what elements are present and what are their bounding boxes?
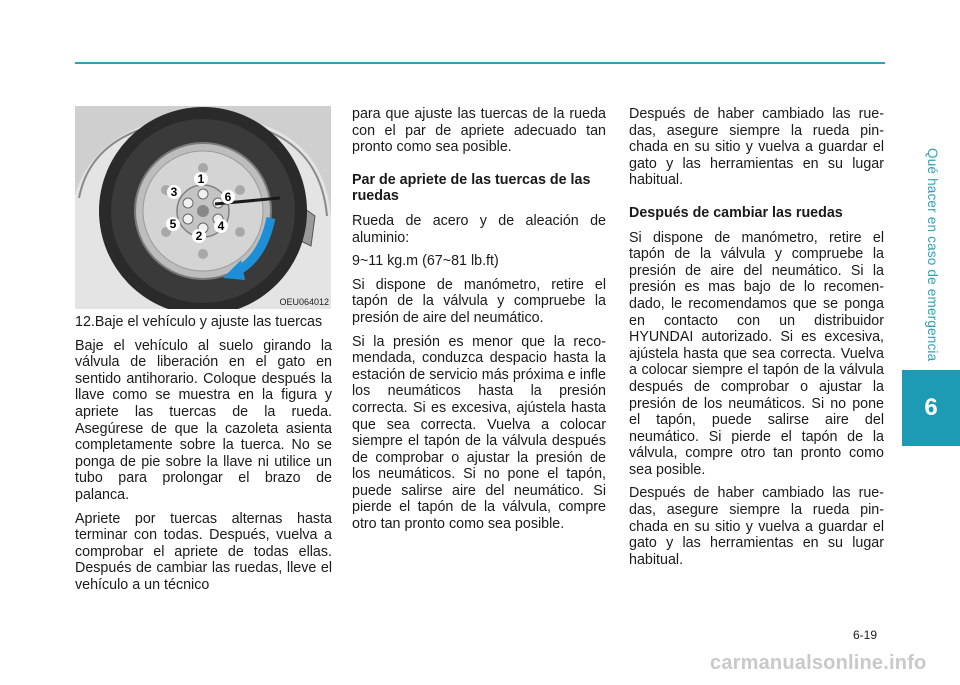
watermark: carmanualsonline.info [710, 652, 927, 674]
lug-nut-labels [75, 106, 331, 309]
column-1 [75, 314, 332, 601]
lug-label-4 [214, 219, 228, 233]
col2-paragraph-5: Si la presión es menor que la recomendada, conduzca despacio hasta la estación de servicio más próxima e infle los neumáticos hasta la presión correcta. Si es excesiva, ajústela hasta que sea correcta. Vuelva a colocar siempre el tapón de la válvula después de comprobar o ajustar la presión de los neumáticos. Si no pone el tapón, puede salirse aire del neumático. Si pierde el tapón de la válvula, compre otro tan pronto como sea posible. [352, 333, 606, 533]
lug-label-6 [221, 190, 235, 204]
svg-text:4: 4 [217, 219, 225, 233]
col2-paragraph-1: para que ajuste las tuercas de la rueda con el par de apriete adecuado tan pronto como sea posible. [352, 106, 606, 156]
lug-label-1 [194, 172, 208, 186]
col3-paragraph-3: Después de haber cambiado las ruedas, asegure siempre la rueda pinchada en su sitio y vuelva a guardar el gato y las herramientas en su lugar habitual. [629, 485, 884, 568]
column-3 [629, 106, 884, 575]
torque-value: 9~11 kg.m (67~81 lb.ft) [352, 253, 499, 270]
lug-label-3 [167, 185, 181, 199]
col1-paragraph-1: Baje el vehículo al suelo girando la válvula de liberación en el gato en sentido antihorario. Coloque después la llave como se muestra en la figura y apriete las tuercas de la rueda. Asegúrese de que la cazoleta asienta completamente sobre la tuerca. No se ponga de pie sobre la llave ni utilice un tubo para prolongar el brazo de palanca. [75, 337, 332, 503]
lug-label-2 [192, 229, 206, 243]
step-12-text: 12.Baje el vehículo y ajuste las tuercas [75, 314, 323, 330]
page-number: 6-19 [853, 628, 878, 642]
col1-paragraph-2: Apriete por tuercas alternas hasta terminar con todas. Después, vuelva a comprobar el apriete de todas ellas. Después de cambiar las ruedas, lleve el vehículo a un técnico [75, 510, 332, 593]
svg-text:1: 1 [197, 172, 205, 186]
torque-heading: Par de apriete de las tuercas de las ruedas [352, 171, 591, 205]
header-rule [75, 62, 885, 64]
after-change-heading: Después de cambiar las ruedas [629, 204, 843, 221]
svg-text:2: 2 [195, 229, 203, 243]
section-title: Qué hacer en caso de emergencia [925, 148, 940, 362]
wheel-wrench-illustration [75, 106, 331, 309]
col3-paragraph-1: Después de haber cambiado las ruedas, asegure siempre la rueda pinchada en su sitio y vuelva a guardar el gato y las herramientas en su lugar habitual. [629, 106, 884, 189]
figure-code: OEU064012 [279, 297, 329, 307]
svg-text:3: 3 [170, 185, 178, 199]
col3-paragraph-2: Si dispone de manómetro, retire el tapón de la válvula y compruebe la presión de aire del neumático. Si la presión es mas bajo de lo recomendado, le recomendamos que se ponga en contacto con un distribuidor HYUNDAI autorizado. Si es excesiva, ajústela hasta que sea correcta. Vuelva a colocar siempre el tapón de la válvula después de comprobar o ajustar la presión de los neumáticos. Si no pone el tapón, puede salirse aire del neumático. Si pierde el tapón de la válvula, compre otro tan pronto como sea posible. [629, 229, 884, 478]
column-2 [352, 106, 606, 540]
svg-text:5: 5 [169, 217, 177, 231]
col2-paragraph-2: Rueda de acero y de aleación de aluminio: [352, 212, 606, 246]
step-12 [75, 314, 332, 331]
chapter-tab: 6 [902, 370, 960, 446]
svg-text:6: 6 [224, 190, 232, 204]
col2-paragraph-4: Si dispone de manómetro, retire el tapón de la válvula y compruebe la presión de aire del neumático. [352, 276, 606, 326]
lug-label-5 [166, 217, 180, 231]
